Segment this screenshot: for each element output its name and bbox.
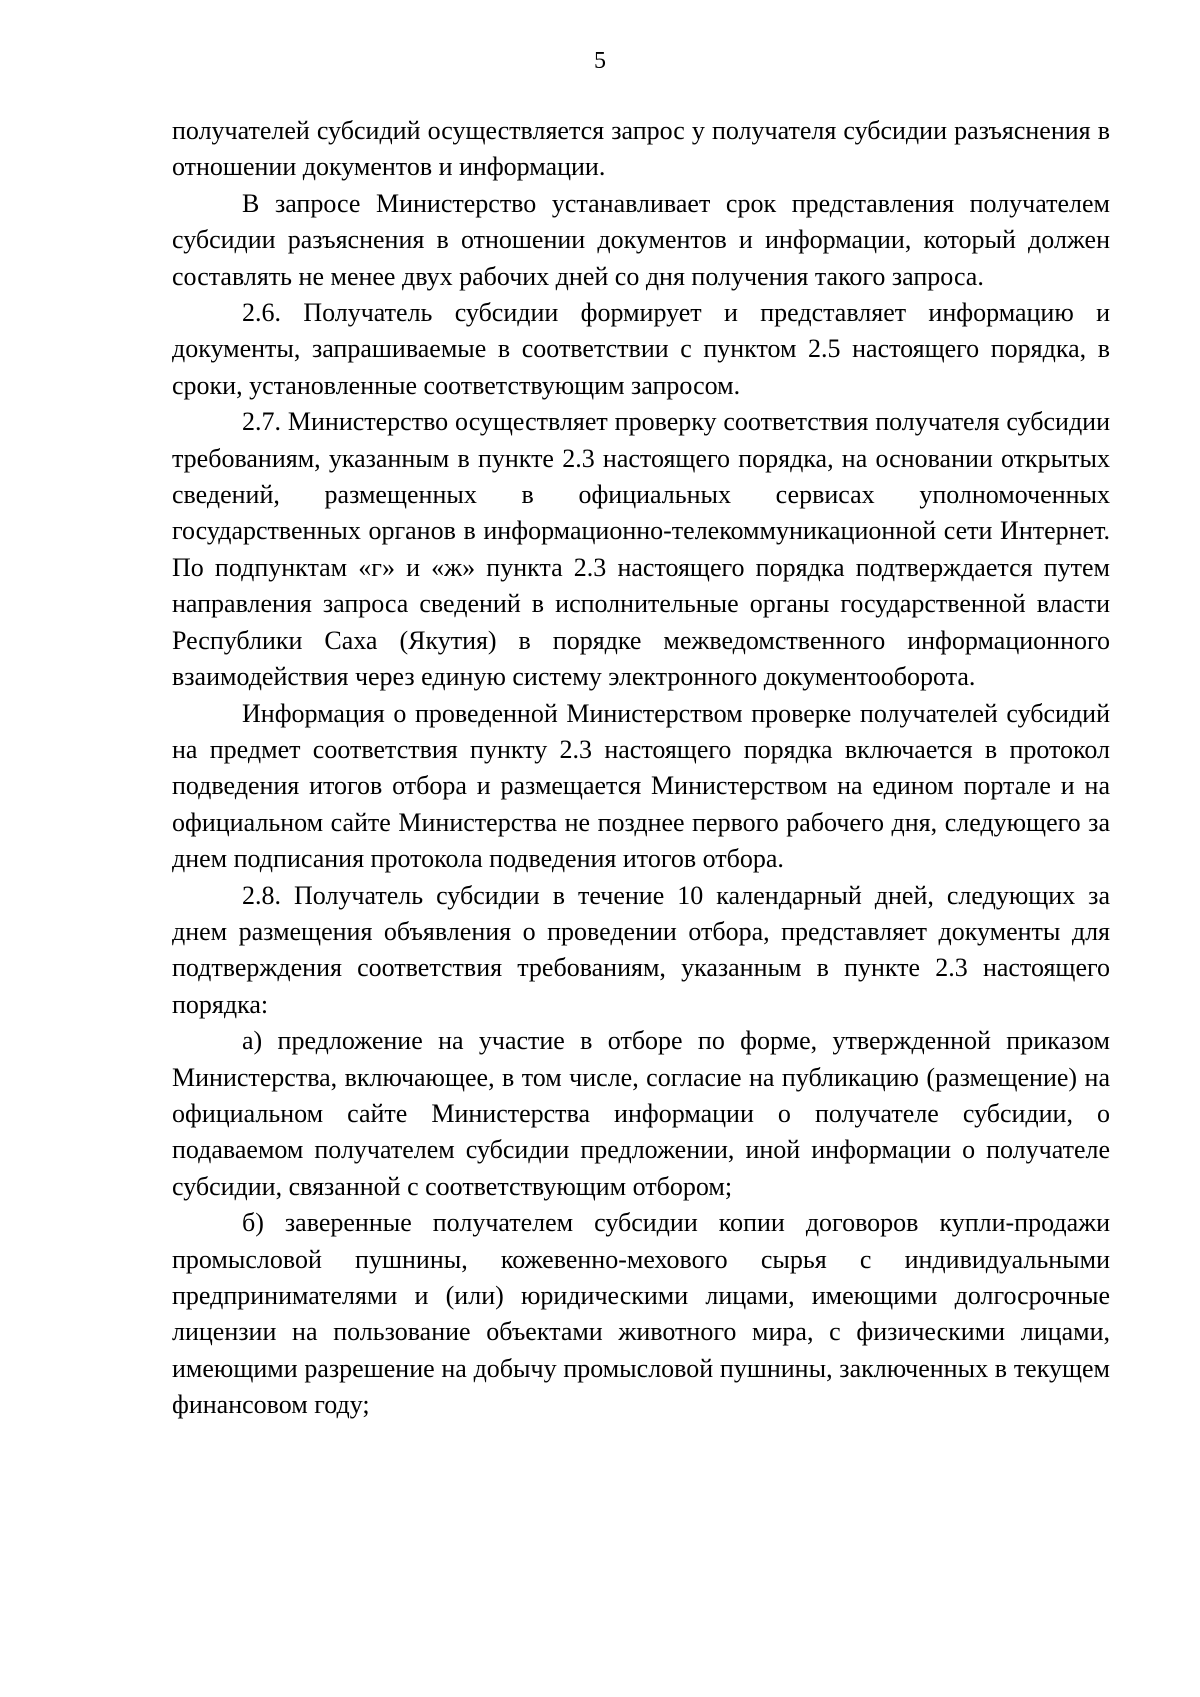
paragraph-item-b: б) заверенные получателем субсидии копии договоров купли-продажи промысловой пушнины, кожевенно-мехового сырья с индивидуальными предпринимателями и (или) юридическими лицами, имеющими долгосрочные лицензии на пользование объектами животного мира, с физическими лицами, имеющими разрешение на добычу промысловой пушнины, заключенных в текущем финансовом году; xyxy=(172,1208,1110,1420)
paragraph-2-7: 2.7. Министерство осуществляет проверку соответствия получателя субсидии требованиям, указанным в пункте 2.3 настоящего порядка, на основании открытых сведений, размещенных в официальных сервисах уполномоченных государственных органов в информационно-телекоммуникационной сети Интернет. По подпунктам «г» и «ж» пункта 2.3 настоящего порядка подтверждается путем направления запроса сведений в исполнительные органы государственной власти Республики Саха (Якутия) в порядке межведомственного информационного взаимодействия через единую систему электронного документооборота. xyxy=(172,407,1110,692)
paragraph-continuation: получателей субсидий осуществляется запрос у получателя субсидии разъяснения в отношении документов и информации. xyxy=(172,116,1110,182)
paragraph-2-6: 2.6. Получатель субсидии формирует и представляет информацию и документы, запрашиваемые в соответствии с пунктом 2.5 настоящего порядка, в сроки, установленные соответствующим запросом. xyxy=(172,298,1110,400)
paragraph-verification-info: Информация о проведенной Министерством проверке получателей субсидий на предмет соответствия пункту 2.3 настоящего порядка включается в протокол подведения итогов отбора и размещается Министерством на едином портале и на официальном сайте Министерства не позднее первого рабочего дня, следующего за днем подписания протокола подведения итогов отбора. xyxy=(172,698,1110,874)
document-body xyxy=(172,113,1110,1424)
paragraph-request-deadline: В запросе Министерство устанавливает срок представления получателем субсидии разъяснения в отношении документов и информации, который должен составлять не менее двух рабочих дней со дня получения такого запроса. xyxy=(172,188,1110,291)
paragraph-item-a: а) предложение на участие в отборе по форме, утвержденной приказом Министерства, включающее, в том числе, согласие на публикацию (размещение) на официальном сайте Министерства информации о получателе субсидии, о подаваемом получателем субсидии предложении, иной информации о получателе субсидии, связанной с соответствующим отбором; xyxy=(172,1026,1110,1201)
page-number: 5 xyxy=(594,48,606,74)
paragraph-2-8: 2.8. Получатель субсидии в течение 10 календарный дней, следующих за днем размещения объявления о проведении отбора, представляет документы для подтверждения соответствия требованиям, указанным в пункте 2.3 настоящего порядка: xyxy=(172,880,1110,1019)
